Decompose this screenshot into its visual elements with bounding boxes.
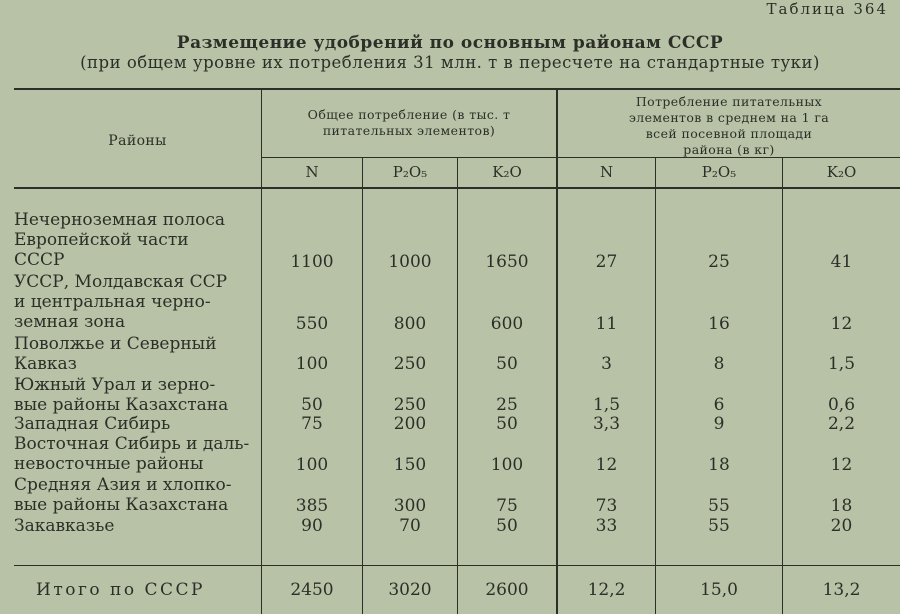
table-cell: 1,5 <box>827 354 856 374</box>
table-cell: 11 <box>595 314 618 334</box>
row-label: Закавказье <box>14 516 115 536</box>
table-cell: 18 <box>708 455 730 475</box>
vrule-6 <box>782 158 783 614</box>
row-label: Средняя Азия и хлопко- вые районы Казахстана <box>14 475 232 515</box>
row-label: Нечерноземная полоса Европейской части СССР <box>14 210 226 270</box>
col-header-p-per-ha: P₂O₅ <box>701 163 737 181</box>
table-cell: 12 <box>830 455 853 475</box>
table-cell: 6 <box>713 395 725 415</box>
table-cell: 550 <box>295 314 329 334</box>
table-number: Таблица 364 <box>766 0 888 18</box>
table-cell: 41 <box>830 252 853 272</box>
table-cell: 16 <box>708 314 730 334</box>
table-cell: 9 <box>713 414 725 434</box>
table-cell: 55 <box>708 516 730 536</box>
table-cell: 73 <box>595 496 618 516</box>
total-cell: 2450 <box>290 580 334 600</box>
table-cell: 27 <box>595 252 618 272</box>
rule-top <box>14 88 900 90</box>
table-subtitle: (при общем уровне их потребления 31 млн. т в пересчете на стандартные туки) <box>80 53 820 72</box>
table-cell: 70 <box>399 516 421 536</box>
header-group-per-ha: Потребление питательных элементов в среднем на 1 га всей посевной площади района (в кг) <box>628 94 830 157</box>
table-cell: 100 <box>490 455 524 475</box>
table-cell: 1,5 <box>592 395 621 415</box>
total-cell: 2600 <box>485 580 529 600</box>
table-cell: 1000 <box>388 252 432 272</box>
vrule-2 <box>362 158 363 614</box>
table-cell: 75 <box>496 496 518 516</box>
total-label: Итого по СССР <box>36 580 205 600</box>
table-cell: 12 <box>595 455 618 475</box>
vrule-5 <box>655 158 656 614</box>
col-header-k-per-ha: K₂O <box>826 163 857 181</box>
row-label: Южный Урал и зерно- вые районы Казахстана <box>14 375 229 415</box>
table-cell: 25 <box>496 395 518 415</box>
table-cell: 100 <box>295 354 329 374</box>
row-label: Поволжье и Северный Кавказ <box>14 334 217 374</box>
table-cell: 600 <box>490 314 524 334</box>
table-cell: 33 <box>595 516 618 536</box>
table-cell: 800 <box>393 314 427 334</box>
vrule-3 <box>457 158 458 614</box>
total-cell: 3020 <box>388 580 432 600</box>
table-cell: 20 <box>830 516 853 536</box>
table-cell: 3,3 <box>592 414 621 434</box>
row-label: Восточная Сибирь и даль- невосточные районы <box>14 434 250 474</box>
table-cell: 3 <box>601 354 612 374</box>
table-cell: 385 <box>295 496 329 516</box>
col-header-k-total: K₂O <box>492 163 522 181</box>
total-cell: 13,2 <box>822 580 861 600</box>
table-cell: 0,6 <box>827 395 856 415</box>
total-cell: 15,0 <box>700 580 738 600</box>
table-cell: 1650 <box>485 252 529 272</box>
table-cell: 25 <box>708 252 730 272</box>
col-header-p-total: P₂O₅ <box>392 163 428 181</box>
table-cell: 90 <box>301 516 323 536</box>
table-cell: 75 <box>301 414 323 434</box>
table-cell: 100 <box>295 455 329 475</box>
row-label: Западная Сибирь <box>14 414 171 434</box>
table-cell: 250 <box>393 354 427 374</box>
table-cell: 50 <box>496 516 518 536</box>
col-header-n-per-ha: N <box>599 163 614 181</box>
table-cell: 2,2 <box>827 414 856 434</box>
header-group-total: Общее потребление (в тыс. т питательных элементов) <box>307 107 511 138</box>
table-cell: 55 <box>708 496 730 516</box>
table-cell: 12 <box>830 314 853 334</box>
table-cell: 200 <box>393 414 427 434</box>
col-header-n-total: N <box>305 163 319 181</box>
total-cell: 12,2 <box>587 580 626 600</box>
table-cell: 300 <box>393 496 427 516</box>
header-regions: Районы <box>108 133 167 149</box>
table-cell: 250 <box>393 395 427 415</box>
table-title: Размещение удобрений по основным районам СССР <box>176 33 724 53</box>
table-cell: 50 <box>496 354 518 374</box>
table-cell: 1100 <box>290 252 334 272</box>
table-cell: 50 <box>301 395 323 415</box>
table-cell: 18 <box>830 496 853 516</box>
row-label: УССР, Молдавская ССР и центральная черно- земная зона <box>14 272 228 332</box>
table-cell: 50 <box>496 414 518 434</box>
table-cell: 8 <box>713 354 725 374</box>
table-cell: 150 <box>393 455 427 475</box>
